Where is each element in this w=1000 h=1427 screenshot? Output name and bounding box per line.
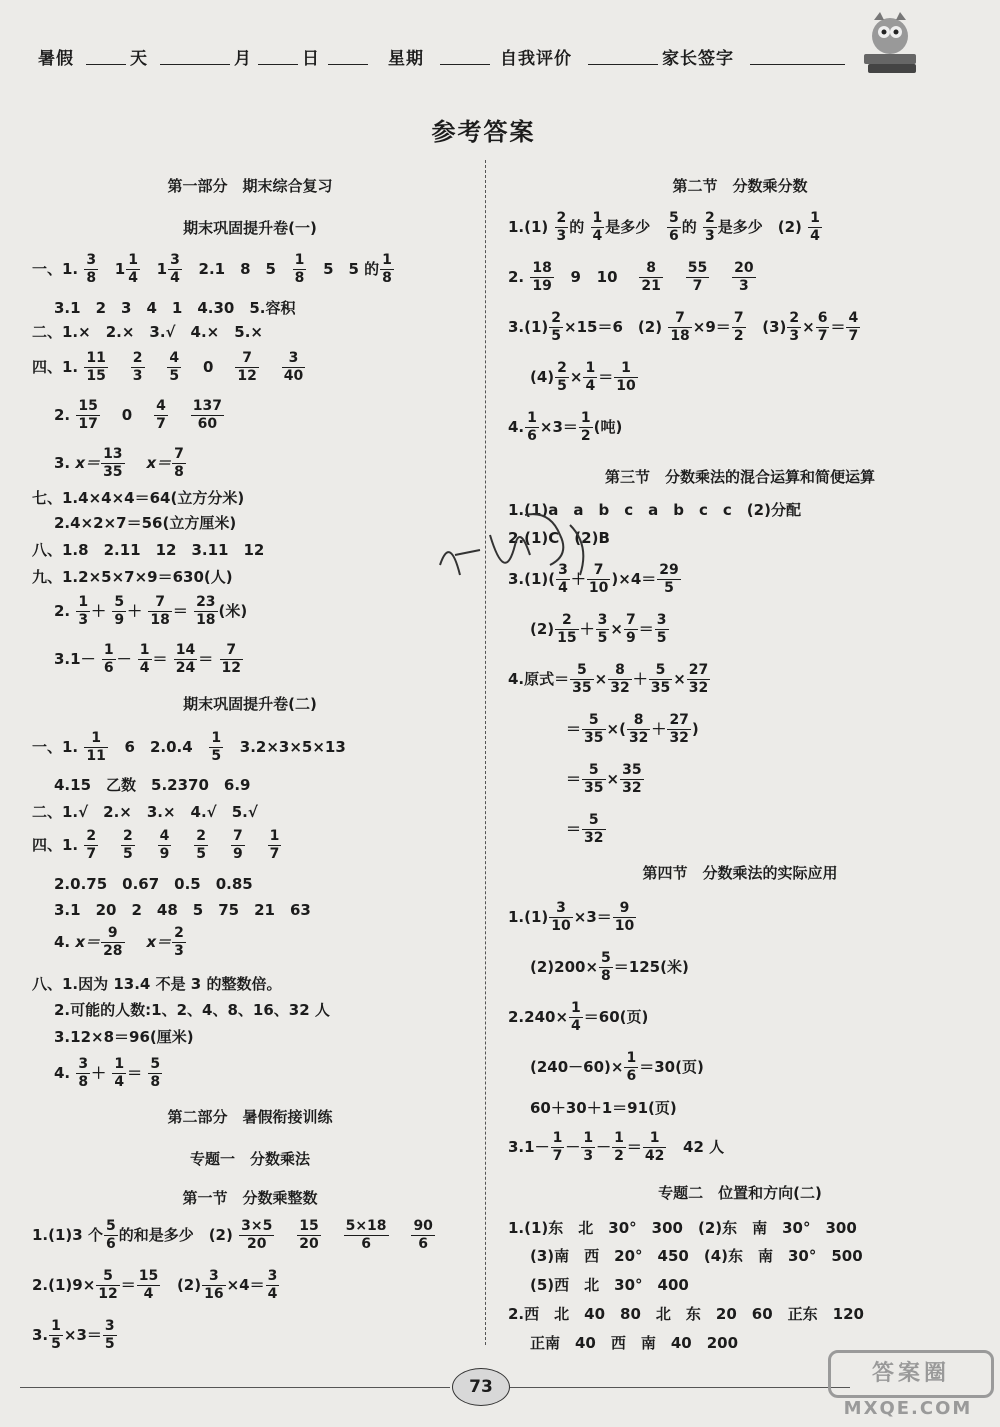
- answer-line: 3.1－ $\frac{1}{7}$ － $\frac{1}{3}$ － $\frac{1}{2}$ ＝ $\frac{1}{42}$ 42 人: [508, 1130, 725, 1164]
- header-date: 日: [302, 49, 320, 69]
- answer-line: 4.15 乙数 5.2370 6.9: [54, 776, 251, 794]
- vol2-heading: 期末巩固提升卷(二): [183, 695, 317, 713]
- header-self-eval: 自我评价: [500, 49, 572, 69]
- answer-line: (2)200× $\frac{5}{8}$ ＝125(米): [530, 950, 689, 984]
- header-parent-sign: 家长签字: [662, 49, 734, 69]
- blank-self-eval[interactable]: [588, 44, 658, 65]
- header-month: 月: [234, 49, 252, 69]
- handwritten-scribble: [420, 505, 610, 595]
- blank-weekday[interactable]: [440, 44, 490, 65]
- answer-line: 1.(1)a a b c a b c c (2)分配: [508, 501, 801, 519]
- topic2-heading: 专题二 位置和方向(二): [658, 1184, 822, 1202]
- vol1-heading: 期末巩固提升卷(一): [183, 219, 317, 237]
- answer-line: 4. $\frac{1}{6}$ ×3＝ $\frac{1}{2}$ (吨): [508, 410, 623, 444]
- answer-line: 二、1.× 2.× 3.√ 4.× 5.×: [32, 323, 263, 341]
- answer-line: 一、1. $\frac{3}{8}$ 1 $\frac{1}{4}$ 1 $\frac{3}{4}$ 2.1 8 5 $\frac{1}{8}$ 5 5 的 $\frac{1}{8}$: [32, 252, 392, 286]
- header-bar: [38, 44, 858, 74]
- footer-rule-right: [510, 1387, 850, 1388]
- page-number: 73: [452, 1368, 510, 1406]
- answer-line: (3)南 西 20° 450 (4)东 南 30° 500: [530, 1247, 863, 1265]
- answer-line: 九、1.2×5×7×9＝630(人): [32, 568, 233, 586]
- blank-days[interactable]: [86, 44, 126, 65]
- blank-date[interactable]: [258, 44, 298, 65]
- answer-line: 2.(1)9× $\frac{5}{12}$ ＝ $\frac{15}{4}$ (2) $\frac{3}{16}$ ×4＝ $\frac{3}{4}$: [32, 1268, 278, 1302]
- watermark-url: MXQE.COM: [843, 1398, 973, 1419]
- part2-heading: 第二部分 暑假衔接训练: [167, 1108, 333, 1126]
- answer-line: 2. $\frac{15}{17}$ 0 $\frac{4}{7}$ $\frac{137}{60}$: [54, 398, 222, 432]
- answer-line: 3.1 20 2 48 5 75 21 63: [54, 901, 311, 919]
- answer-line: ＝ $\frac{5}{35}$ × $\frac{35}{32}$: [566, 762, 642, 796]
- answer-line: 八、1.因为 13.4 不是 3 的整数倍。: [32, 975, 282, 993]
- header-day: 天: [130, 49, 148, 69]
- answer-line: 四、1. $\frac{2}{7}$ $\frac{2}{5}$ $\frac{4}{9}$ $\frac{2}{5}$ $\frac{7}{9}$ $\frac{1}{7}$: [32, 828, 280, 862]
- column-divider: [485, 160, 486, 1345]
- header-summer: 暑假: [38, 49, 74, 69]
- watermark-text: 答案圈: [828, 1350, 994, 1398]
- page-title: 参考答案: [431, 118, 536, 146]
- answer-line: 2. $\frac{1}{3}$ ＋ $\frac{5}{9}$ ＋ $\frac{7}{18}$ ＝ $\frac{23}{18}$ (米): [54, 594, 248, 628]
- answer-line: 2.(1)C (2)B: [508, 529, 610, 547]
- answer-line: 2.西 北 40 80 北 东 20 60 正东 120: [508, 1305, 864, 1323]
- answer-line: 3.1 2 3 4 1 4.30 5.容积: [54, 299, 296, 317]
- answer-line: 4. $\frac{3}{8}$ ＋ $\frac{1}{4}$ ＝ $\frac{5}{8}$: [54, 1056, 161, 1090]
- sec2-heading: 第二节 分数乘分数: [672, 177, 808, 195]
- answer-line: ＝ $\frac{5}{32}$: [566, 812, 604, 846]
- answer-line: 2.240× $\frac{1}{4}$ ＝60(页): [508, 1000, 649, 1034]
- header-weekday: 星期: [388, 49, 424, 69]
- watermark-logo: [828, 1350, 988, 1422]
- answer-line: 2. $\frac{18}{19}$ 9 10 $\frac{8}{21}$ $\frac{55}{7}$ $\frac{20}{3}$: [508, 260, 754, 294]
- answer-line: 3.(1) $\frac{2}{5}$ ×15＝6 (2) $\frac{7}{18}$ ×9＝ $\frac{7}{2}$ (3) $\frac{2}{3}$ × $\frac{6}{7}$ ＝ $\frac{4}{7}$: [508, 310, 859, 344]
- sec3-heading: 第三节 分数乘法的混合运算和简便运算: [604, 468, 875, 486]
- answer-line: 2.0.75 0.67 0.5 0.85: [54, 875, 253, 893]
- answer-line: 正南 40 西 南 40 200: [530, 1334, 739, 1352]
- answer-line: 3.(1)( $\frac{3}{4}$ ＋ $\frac{7}{10}$ )×4＝ $\frac{29}{5}$: [508, 562, 679, 596]
- answer-line: 3.12×8＝96(厘米): [54, 1028, 194, 1046]
- answer-line: 1.(1) $\frac{3}{10}$ ×3＝ $\frac{9}{10}$: [508, 900, 635, 934]
- answer-line: (2) $\frac{2}{15}$ ＋ $\frac{3}{5}$ × $\frac{7}{9}$ ＝ $\frac{3}{5}$: [530, 612, 667, 646]
- sec4-heading: 第四节 分数乘法的实际应用: [642, 864, 838, 882]
- answer-line: 3. $\frac{1}{5}$ ×3＝ $\frac{3}{5}$: [32, 1318, 115, 1352]
- blank-weekday-pre[interactable]: [328, 44, 368, 65]
- answer-line: (240－60)× $\frac{1}{6}$ ＝30(页): [530, 1050, 704, 1084]
- topic1-heading: 专题一 分数乘法: [189, 1150, 310, 1168]
- answer-line: 1.(1)东 北 30° 300 (2)东 南 30° 300: [508, 1219, 857, 1237]
- answer-line: 四、1. $\frac{11}{15}$ $\frac{2}{3}$ $\frac{4}{5}$ 0 $\frac{7}{12}$ $\frac{3}{40}$: [32, 350, 304, 384]
- blank-parent-sign[interactable]: [750, 44, 845, 65]
- answer-line: (4) $\frac{2}{5}$ × $\frac{1}{4}$ ＝ $\frac{1}{10}$: [530, 360, 636, 394]
- answer-line: (5)西 北 30° 400: [530, 1276, 689, 1294]
- footer-rule-left: [20, 1387, 450, 1388]
- sec1-heading: 第一节 分数乘整数: [182, 1189, 318, 1207]
- answer-line: 八、1.8 2.11 12 3.11 12: [32, 541, 265, 559]
- answer-line: 七、1.4×4×4＝64(立方分米): [32, 489, 245, 507]
- blank-month[interactable]: [160, 44, 230, 65]
- answer-line: 1.(1)3 个 $\frac{5}{6}$ 的和是多少 (2) $\frac{3\times 5}{20}$ $\frac{15}{20}$ $\frac{5\times 18}{6}$ $\frac{90}{6}$: [32, 1218, 433, 1252]
- answer-line: 4.原式＝ $\frac{5}{35}$ × $\frac{8}{32}$ ＋ $\frac{5}{35}$ × $\frac{27}{32}$: [508, 662, 709, 696]
- answer-line: 2.4×2×7＝56(立方厘米): [54, 514, 237, 532]
- answer-line: 1.(1) $\frac{2}{3}$ 的 $\frac{1}{4}$ 是多少 $\frac{5}{6}$ 的 $\frac{2}{3}$ 是多少 (2) $\frac{1}{4}$: [508, 210, 820, 244]
- answer-line: 2.可能的人数:1、2、4、8、16、32 人: [54, 1001, 330, 1019]
- answer-line: 3. x＝ $\frac{13}{35}$ x＝ $\frac{7}{8}$: [54, 446, 184, 480]
- answer-line: 一、1. $\frac{1}{11}$ 6 2.0.4 $\frac{1}{5}$ 3.2×3×5×13: [32, 730, 346, 764]
- answer-line: 60＋30＋1＝91(页): [530, 1099, 677, 1117]
- answer-line: 二、1.√ 2.× 3.× 4.√ 5.√: [32, 803, 258, 821]
- answer-line: ＝ $\frac{5}{35}$ ×( $\frac{8}{32}$ ＋ $\frac{27}{32}$ ): [566, 712, 699, 746]
- part1-heading: 第一部分 期末综合复习: [167, 177, 333, 195]
- answer-line: 3.1－ $\frac{1}{6}$ － $\frac{1}{4}$ ＝ $\frac{14}{24}$ ＝ $\frac{7}{12}$: [54, 642, 241, 676]
- answer-line: 4. x＝ $\frac{9}{28}$ x＝ $\frac{2}{3}$: [54, 925, 184, 959]
- books-owl-icon: [860, 8, 920, 78]
